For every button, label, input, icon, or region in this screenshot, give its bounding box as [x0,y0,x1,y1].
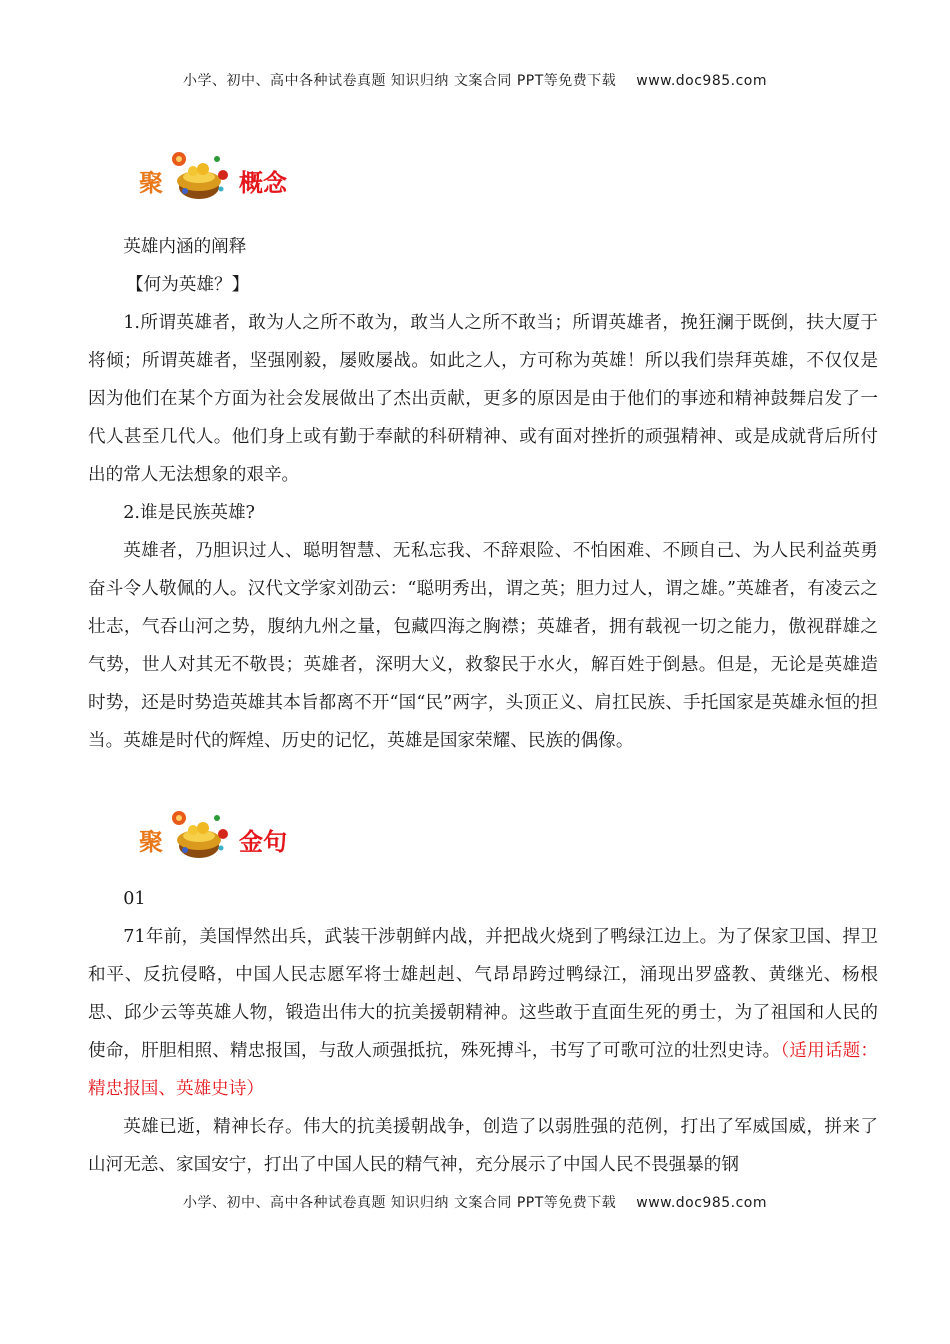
section-title: 概念 [239,169,287,197]
quote-paragraph-1 [88,918,878,1108]
question-2: 2.谁是民族英雄? [123,503,255,523]
section-ju-label: 聚 [139,828,163,856]
question-heading: 【何为英雄？】 [126,275,250,295]
quote-text: 71年前，美国悍然出兵，武装干涉朝鲜内战，并把战火烧到了鸭绿江边上。为了保家卫国、捍卫和平、反抗侵略，中国人民志愿军将士雄赳赳、气昂昂跨过鸭绿江，涌现出罗盛教、黄继光、杨根思、邱少云等英雄人物，锻造出伟大的抗美援朝精神。这些敢于直面生死的勇士，为了祖国和人民的使命，肝胆相照、精忠报国，与敌人顽强抵抗，殊死搏斗，书写了可歌可泣的壮烈史诗。 [88,927,878,1061]
header-text: 小学、初中、高中各种试卷真题 知识归纳 文案合同 PPT等免费下载 [182,73,617,89]
subtitle: 英雄内涵的阐释 [123,237,247,257]
section-heading-quotes [135,804,315,866]
page-header [0,70,950,90]
section-quotes-body [88,880,878,1184]
quote-paragraph-2: 英雄已逝，精神长存。伟大的抗美援朝战争，创造了以弱胜强的范例，打出了军威国威，拼来了山河无恙、家国安宁，打出了中国人民的精气神，充分展示了中国人民不畏强暴的钢 [88,1117,878,1175]
treasure-pot-icon [165,804,245,864]
section-concept-body [88,228,878,760]
section-ju-label: 聚 [139,169,163,197]
footer-text: 小学、初中、高中各种试卷真题 知识归纳 文案合同 PPT等免费下载 [182,1195,617,1211]
quote-number: 01 [123,889,146,909]
paragraph-2: 英雄者，乃胆识过人、聪明智慧、无私忘我、不辞艰险、不怕困难、不顾自己、为人民利益英勇奋斗令人敬佩的人。汉代文学家刘劭云：“聪明秀出，谓之英；胆力过人，谓之雄。”英雄者，有凌云之壮志，气吞山河之势，腹纳九州之量，包藏四海之胸襟；英雄者，拥有载视一切之能力，傲视群雄之气势，世人对其无不敬畏；英雄者，深明大义，救黎民于水火，解百姓于倒悬。但是，无论是英雄造时势，还是时势造英雄其本旨都离不开“国“民”两字，头顶正义、肩扛民族、手托国家是英雄永恒的担当。英雄是时代的辉煌、历史的记忆，英雄是国家荣耀、民族的偶像。 [88,541,878,751]
footer-url[interactable]: www.doc985.com [636,1195,768,1211]
page-footer [0,1192,950,1212]
topic-tag: （适用话题：精忠报国、英雄史诗） [88,1041,878,1099]
paragraph-1: 1.所谓英雄者，敢为人之所不敢为，敢当人之所不敢当；所谓英雄者，挽狂澜于既倒，扶大厦于将倾；所谓英雄者，坚强刚毅，屡败屡战。如此之人，方可称为英雄！所以我们崇拜英雄，不仅仅是因为他们在某个方面为社会发展做出了杰出贡献，更多的原因是由于他们的事迹和精神鼓舞启发了一代人甚至几代人。他们身上或有勤于奉献的科研精神、或有面对挫折的顽强精神、或是成就背后所付出的常人无法想象的艰辛。 [88,313,878,485]
section-title: 金句 [239,828,287,856]
section-heading-concept [135,145,315,207]
header-url[interactable]: www.doc985.com [636,73,768,89]
treasure-pot-icon [165,145,245,205]
